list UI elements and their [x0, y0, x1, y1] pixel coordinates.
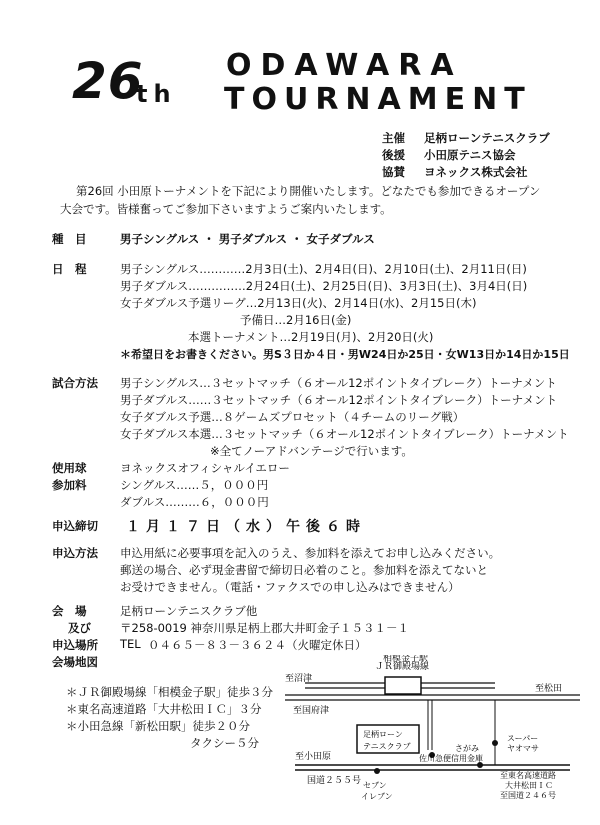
map-to-matsuda: 至松田 — [535, 684, 563, 694]
map-to-numazu: 至沼津 — [285, 674, 313, 684]
access-tomei: ＊東名高速道路「大井松田ＩＣ」３分 — [66, 702, 262, 716]
venue-tel: ０４６５－８３－３６２４（火曜定休日） — [148, 638, 367, 652]
method-label: 申込方法 — [52, 546, 98, 560]
seven-eleven-marker-icon — [374, 768, 380, 774]
deadline-value: １月１７日（水）午後６時 — [126, 519, 366, 535]
map-seven-line1: セブン — [363, 781, 387, 790]
map-seven-line2: イレブン — [361, 792, 393, 801]
format-line: 女子ダブルス予選…８ゲームズプロセット（４チームのリーグ戦） — [120, 410, 465, 424]
station-icon — [385, 677, 421, 694]
organizer-host-role: 主催 — [382, 131, 405, 145]
map-tomei-line2: 大井松田ＩＣ — [505, 781, 553, 790]
map-sagami-line1: さがみ — [455, 744, 479, 753]
access-taxi: タクシー５分 — [190, 736, 259, 750]
map-to-odawara: 至小田原 — [295, 752, 332, 762]
ball-label: 使用球 — [52, 461, 87, 475]
venue-tel-label: TEL — [120, 637, 141, 651]
map-jr-line: ＪＲ御殿場線 — [375, 662, 430, 672]
format-line: 男子ダブルス……３セットマッチ（６オール12ポイントタイブレーク）トーナメント — [120, 393, 558, 407]
venue-label-and: 及び — [68, 621, 91, 635]
map-super-line2: ヤオマサ — [507, 744, 539, 753]
title-odawara: ODAWARA — [226, 48, 463, 83]
title-tournament: TOURNAMENT — [224, 82, 532, 117]
access-jr: ＊ＪＲ御殿場線「相模金子駅」徒歩３分 — [66, 685, 273, 699]
map-station: 相模金子駅 — [383, 655, 429, 664]
format-note: ※全てノーアドバンテージで行います。 — [210, 444, 413, 458]
map-sagami-line2: 信用金庫 — [451, 754, 483, 763]
schedule-line: 男子ダブルス……………2月24日(土)、2月25日(日)、3月3日(土)、3月4日(日) — [120, 279, 528, 293]
deadline-label: 申込締切 — [52, 519, 98, 533]
organizer-support-role: 後援 — [382, 148, 405, 162]
map-tomei-line1: 至東名高速道路 — [500, 771, 556, 780]
organizer-sponsor-role: 協賛 — [382, 165, 405, 179]
venue-map — [285, 655, 580, 805]
venue-name: 足柄ローンテニスクラブ他 — [120, 604, 258, 618]
method-line: 郵送の場合、必ず現金書留で締切日必着のこと。参加料を添えてないと — [120, 563, 488, 577]
map-super-line1: スーパー — [507, 734, 539, 743]
schedule-label: 日 程 — [52, 262, 87, 276]
schedule-line: 本選トーナメント…2月19日(月)、2月20日(火) — [188, 330, 434, 344]
venue-label-apply: 申込場所 — [52, 638, 98, 652]
fee-label: 参加料 — [52, 478, 87, 492]
ball-value: ヨネックスオフィシャルイエロー — [120, 461, 290, 475]
intro-line-2: 大会です。皆様奮ってご参加下さいますようご案内いたします。 — [60, 202, 392, 216]
map-club-line2: テニスクラブ — [363, 742, 411, 751]
title-number: 26 — [72, 52, 144, 110]
title-suffix: th — [136, 80, 177, 108]
venue-label-map: 会場地図 — [52, 655, 98, 669]
schedule-line: 男子シングルス…………2月3日(土)、2月4日(日)、2月10日(土)、2月11日(日) — [120, 262, 527, 276]
method-line: 申込用紙に必要事項を記入のうえ、参加料を添えてお申し込みください。 — [120, 546, 501, 560]
schedule-line: 女子ダブルス予選リーグ…2月13日(火)、2月14日(水)、2月15日(木) — [120, 296, 477, 310]
method-line: お受けできません。（電話・ファクスでの申し込みはできません） — [120, 580, 460, 594]
map-club-line1: 足柄ローン — [363, 730, 403, 739]
access-odakyu: ＊小田急線「新松田駅」徒歩２０分 — [66, 719, 250, 733]
schedule-line: 予備日…2月16日(金) — [240, 313, 352, 327]
map-route-255: 国道２５５号 — [307, 776, 362, 786]
map-kokufu: 至国府津 — [293, 706, 330, 716]
intro-line-1: 第26回 小田原トーナメントを下記により開催いたします。どなたでも参加できるオープン — [76, 184, 541, 198]
map-sagawa: 佐川急便 — [419, 754, 451, 763]
organizer-host-name: 足柄ローンテニスクラブ — [424, 131, 550, 145]
fee-doubles: ダブルス………６，０００円 — [120, 495, 269, 509]
supermarket-marker-icon — [492, 740, 498, 746]
events-value: 男子シングルス ・ 男子ダブルス ・ 女子ダブルス — [120, 232, 375, 246]
organizer-sponsor-name: ヨネックス株式会社 — [424, 165, 528, 179]
format-label: 試合方法 — [52, 376, 98, 390]
organizer-support-name: 小田原テニス協会 — [424, 148, 516, 162]
venue-label: 会 場 — [52, 604, 87, 618]
format-line: 男子シングルス…３セットマッチ（６オール12ポイントタイブレーク）トーナメント — [120, 376, 557, 390]
schedule-note: ＊希望日をお書きください。男S３日か４日・男W24日か25日・女W13日か14日か15日 — [120, 348, 570, 361]
map-tomei-line3: 至国道２４６号 — [500, 791, 556, 800]
venue-address: 〒258-0019 神奈川県足柄上郡大井町金子１５３１－１ — [120, 621, 410, 635]
format-line: 女子ダブルス本選…３セットマッチ（６オール12ポイントタイブレーク）トーナメント — [120, 427, 569, 441]
fee-singles: シングルス……５，０００円 — [120, 478, 269, 492]
events-label: 種 目 — [52, 232, 87, 246]
